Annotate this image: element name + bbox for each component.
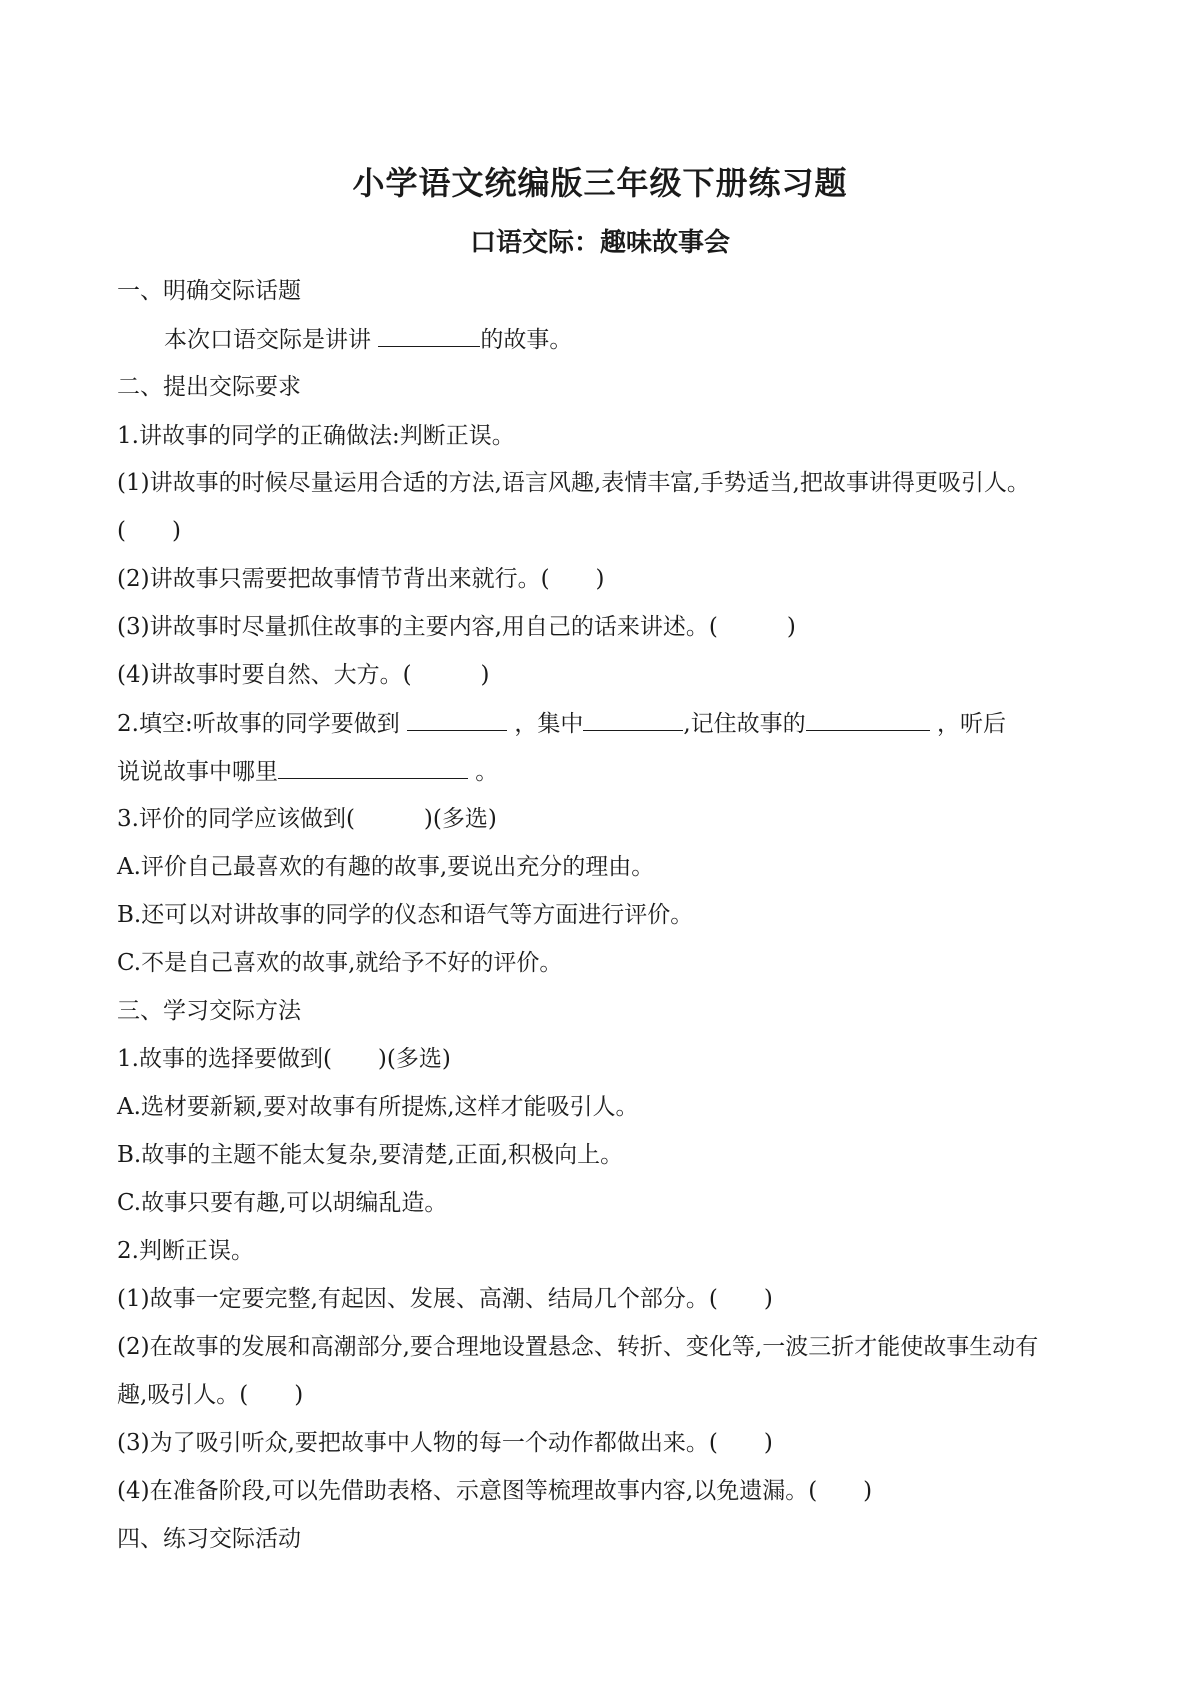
answer-blank[interactable] xyxy=(407,708,507,731)
option-b: B.故事的主题不能太复杂,要清楚,正面,积极向上。 xyxy=(117,1142,624,1168)
question-2-1-1: (1)讲故事的时候尽量运用合适的方法,语言风趣,表情丰富,手势适当,把故事讲得更吸引人。 xyxy=(117,470,1030,496)
section-2-heading: 二、提出交际要求 xyxy=(117,374,301,400)
answer-blank[interactable] xyxy=(378,324,480,347)
question-2-1: 1.讲故事的同学的正确做法:判断正误。 xyxy=(117,423,515,449)
question-3-2-3: (3)为了吸引听众,要把故事中人物的每一个动作都做出来。( ) xyxy=(117,1430,773,1456)
page-title: 小学语文统编版三年级下册练习题 xyxy=(352,164,848,202)
question-2-2 xyxy=(117,708,1006,739)
section-4-heading: 四、练习交际活动 xyxy=(117,1526,301,1552)
question-text: 本次口语交际是讲讲 xyxy=(164,327,379,353)
question-2-3: 3.评价的同学应该做到( )(多选) xyxy=(117,806,497,832)
question-text: ，听后 xyxy=(929,711,1006,737)
answer-blank[interactable] xyxy=(278,756,468,779)
question-3-1: 1.故事的选择要做到( )(多选) xyxy=(117,1046,451,1072)
question-2-1-4: (4)讲故事时要自然、大方。( ) xyxy=(117,662,490,688)
question-2-2-cont xyxy=(117,756,498,787)
answer-paren: ( ) xyxy=(117,518,181,544)
option-b: B.还可以对讲故事的同学的仪态和语气等方面进行评价。 xyxy=(117,902,694,928)
question-3-2-2-cont: 趣,吸引人。( ) xyxy=(117,1382,304,1408)
question-text: 。 xyxy=(468,759,499,785)
question-text: ,记住故事的 xyxy=(683,711,806,737)
question-text: 2.填空:听故事的同学要做到 xyxy=(117,711,408,737)
option-c: C.故事只要有趣,可以胡编乱造。 xyxy=(117,1190,448,1216)
page-subtitle: 口语交际：趣味故事会 xyxy=(469,228,730,258)
question-2-1-2: (2)讲故事只需要把故事情节背出来就行。( ) xyxy=(117,566,605,592)
question-2-1-3: (3)讲故事时尽量抓住故事的主要内容,用自己的话来讲述。( ) xyxy=(117,614,796,640)
question-3-2-2: (2)在故事的发展和高潮部分,要合理地设置悬念、转折、变化等,一波三折才能使故事生动有 xyxy=(117,1334,1039,1360)
answer-blank[interactable] xyxy=(583,708,683,731)
option-a: A.选材要新颖,要对故事有所提炼,这样才能吸引人。 xyxy=(117,1094,639,1120)
section-1-question xyxy=(164,324,572,355)
section-3-heading: 三、学习交际方法 xyxy=(117,998,301,1024)
option-a: A.评价自己最喜欢的有趣的故事,要说出充分的理由。 xyxy=(117,854,655,880)
question-text: 的故事。 xyxy=(480,327,573,353)
question-3-2: 2.判断正误。 xyxy=(117,1238,254,1264)
question-3-2-4: (4)在准备阶段,可以先借助表格、示意图等梳理故事内容,以免遗漏。( ) xyxy=(117,1478,873,1504)
answer-blank[interactable] xyxy=(806,708,930,731)
option-c: C.不是自己喜欢的故事,就给予不好的评价。 xyxy=(117,950,563,976)
question-text: ，集中 xyxy=(507,711,584,737)
section-1-heading: 一、明确交际话题 xyxy=(117,278,301,304)
question-text: 说说故事中哪里 xyxy=(117,759,278,785)
question-3-2-1: (1)故事一定要完整,有起因、发展、高潮、结局几个部分。( ) xyxy=(117,1286,773,1312)
